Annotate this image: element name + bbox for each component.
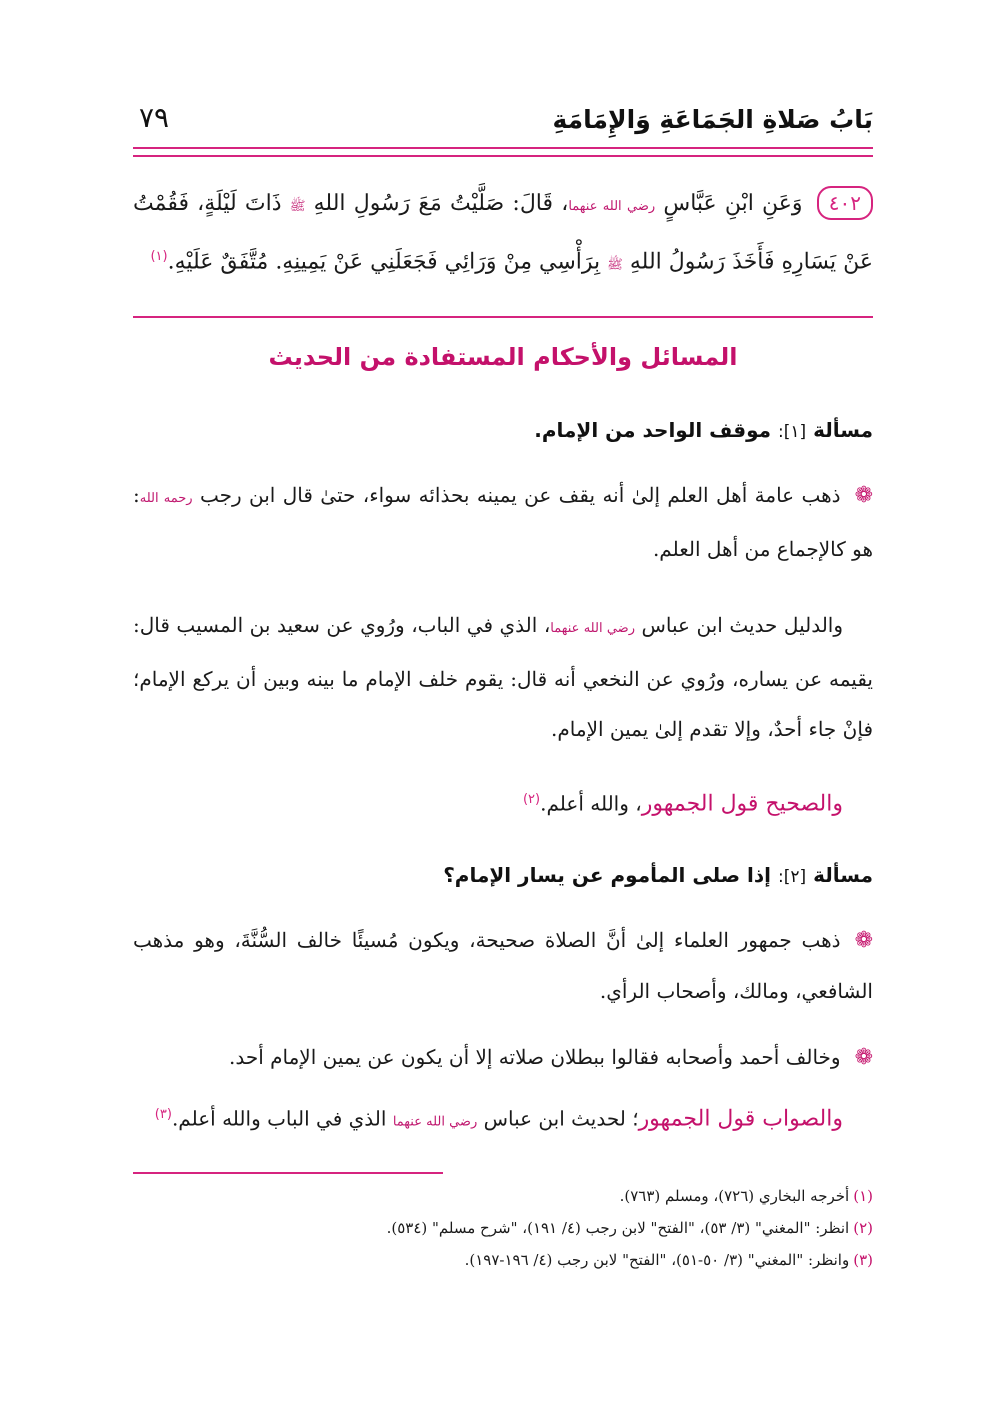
hadith-text-1: وَعَنِ ابْنِ عَبَّاسٍ (663, 191, 803, 216)
q1-p2-tail: ، الذي في الباب، ورُوي عن سعيد بن المسيب قال: يقيمه عن يساره، ورُوي عن النخعي أنه قال: يقوم خلف الإمام ما بينه وبين أن يركع الإمام؛ فإنْ جاء أحدٌ، وإلا تقدم إلىٰ يمين الإمام. (133, 613, 873, 741)
question-title: موقف الواحد من الإمام. (534, 418, 772, 442)
footnote-divider (133, 1172, 443, 1174)
running-header (133, 95, 873, 139)
q2-paragraph-2 (133, 1032, 873, 1083)
honorific-2: ﷺ (289, 199, 306, 214)
q1-conclusion-highlight: والصحيح قول الجمهور (641, 791, 843, 817)
question-number: [٢]: (777, 867, 807, 887)
footnote-text: وانظر: "المغني" (٣/ ٥٠-٥١)، "الفتح" لابن رجب (٤/ ١٩٦-١٩٧). (464, 1251, 850, 1269)
q1-p2-text: والدليل حديث ابن عباس (641, 613, 844, 637)
q2-conclusion (133, 1090, 873, 1148)
question-label: مسألة (813, 418, 873, 442)
q2-conclusion-highlight: والصواب قول الجمهور (638, 1106, 843, 1132)
footnote-ref-3[interactable]: (٣) (154, 1107, 172, 1122)
footnote-number: (٣) (853, 1251, 873, 1269)
honorific-ibn-abbas: رضي الله عنهما (550, 621, 635, 636)
flower-ornament-icon: ❁ (854, 483, 874, 508)
hadith-block (133, 179, 873, 290)
header-divider (133, 147, 873, 157)
footnotes (133, 1180, 873, 1276)
footnote-ref-2[interactable]: (٢) (522, 792, 541, 807)
q1-conclusion (133, 775, 873, 830)
question-2-heading (443, 863, 873, 887)
footnote-1 (133, 1180, 873, 1212)
flower-ornament-icon: ❁ (854, 1045, 873, 1070)
hadith-text-3: ذَاتَ لَيْلَةٍ، فَقُمْتُ عَنْ يَسَارِهِ فَأَخَذَ رَسُولُ اللهِ (133, 191, 873, 275)
honorific-ibn-abbas-2: رضي الله عنهما (392, 1114, 478, 1130)
section-title: المسائل والأحكام المستفادة من الحديث (268, 343, 738, 371)
footnote-text: انظر: "المغني" (٣/ ٥٣)، "الفتح" لابن رجب (٤/ ١٩١)، "شرح مسلم" (٥٣٤). (386, 1219, 850, 1237)
honorific-3: ﷺ (607, 257, 623, 273)
q1-paragraph-1 (133, 470, 873, 574)
footnote-ref-1[interactable]: (١) (150, 249, 168, 264)
page (133, 95, 874, 1269)
question-number: [١]: (777, 422, 807, 442)
q1-p1-tail: : هو كالإجماع من أهل العلم. (133, 483, 873, 561)
hadith-number-badge: ٤٠٢ (817, 186, 873, 220)
question-1-heading (534, 418, 873, 442)
q2-paragraph-1 (133, 915, 873, 1016)
q1-paragraph-2 (133, 600, 873, 754)
question-label: مسألة (813, 863, 873, 887)
footnote-number: (٢) (853, 1219, 873, 1237)
footnote-text: أخرجه البخاري (٧٢٦)، ومسلم (٧٦٣). (619, 1187, 850, 1205)
hadith-text-2: ، قَالَ: صَلَّيْتُ مَعَ رَسُولِ اللهِ (313, 191, 569, 216)
footnote-2 (133, 1212, 873, 1244)
hadith-text-4: بِرَأْسِي مِنْ وَرَائِي فَجَعَلَنِي عَنْ يَمِينِهِ. مُتَّفَقٌ عَلَيْهِ. (167, 249, 601, 275)
page-number: ٧٩ (139, 101, 170, 134)
flower-ornament-icon: ❁ (854, 928, 873, 953)
q2-conclusion-tail: الذي في الباب والله أعلم. (171, 1106, 387, 1131)
footnote-3 (133, 1244, 873, 1276)
q1-conclusion-tail: ، والله أعلم. (540, 791, 642, 816)
chapter-title: بَابُ صَلاةِ الجَمَاعَةِ وَالإِمَامَةِ (552, 105, 873, 134)
honorific-rajab: رحمه الله (139, 491, 193, 506)
q2-conclusion-mid: ؛ لحديث ابن عباس (483, 1106, 639, 1131)
q2-p1-text: ذهب جمهور العلماء إلىٰ أنَّ الصلاة صحيحة، ويكون مُسيئًا خالف السُّنَّةَ، وهو مذهب الشافعي، ومالك، وأصحاب الرأي. (133, 928, 873, 1003)
footnote-number: (١) (853, 1187, 873, 1205)
q1-p1-text: ذهب عامة أهل العلم إلىٰ أنه يقف عن يمينه بحذائه سواء، حتىٰ قال ابن رجب (199, 483, 841, 507)
question-title: إذا صلى المأموم عن يسار الإمام؟ (443, 863, 772, 887)
honorific-1: رضي الله عنهما (568, 199, 656, 214)
hadith-divider (133, 316, 873, 318)
q2-p2-text: وخالف أحمد وأصحابه فقالوا ببطلان صلاته إلا أن يكون عن يمين الإمام أحد. (228, 1045, 841, 1069)
